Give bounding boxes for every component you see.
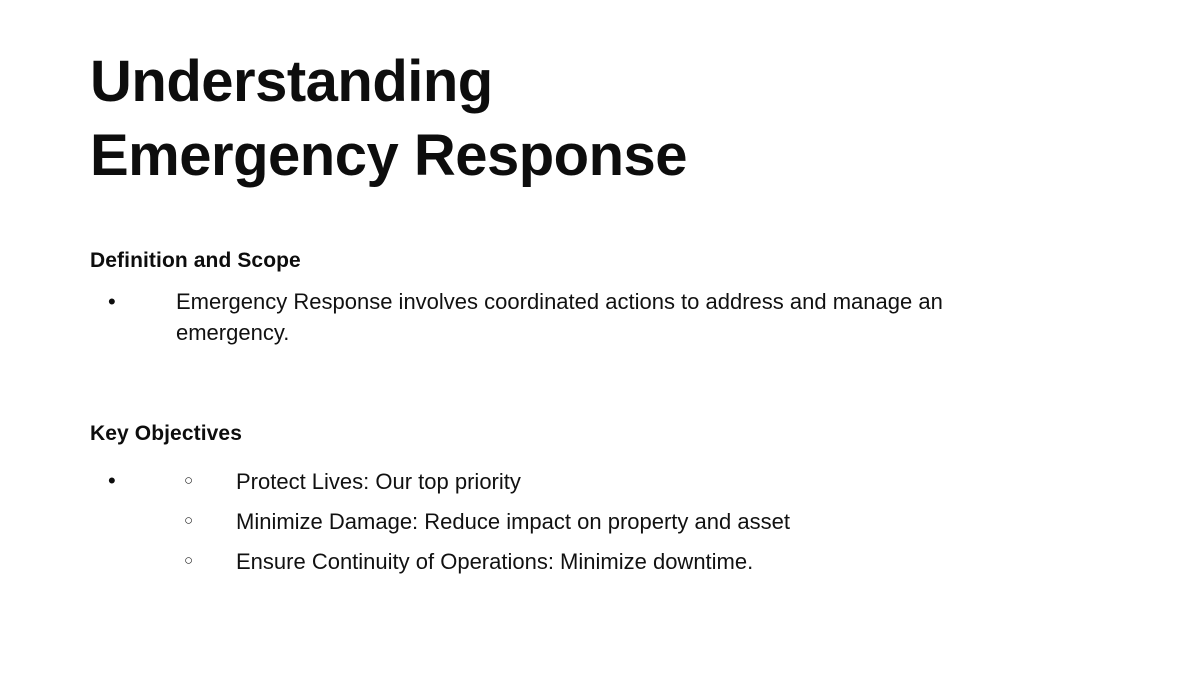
bullet-disc-icon: • [108, 289, 116, 315]
list-item [176, 466, 1110, 498]
definition-bullet-list [90, 287, 1110, 348]
bullet-circle-icon: ○ [184, 551, 194, 569]
list-item [90, 287, 1110, 348]
section-definition-and-scope [90, 249, 1110, 348]
section-heading-definition: Definition and Scope [90, 249, 301, 273]
page-title-line-1: Understanding [90, 49, 493, 114]
bullet-circle-icon: ○ [184, 512, 194, 530]
section-key-objectives [90, 422, 1110, 578]
bullet-disc-icon: • [108, 468, 116, 494]
objective-text: Minimize Damage: Reduce impact on property and asset [236, 509, 790, 535]
section-heading-objectives: Key Objectives [90, 422, 242, 446]
bullet-circle-icon: ○ [184, 472, 194, 490]
objective-text: Protect Lives: Our top priority [236, 469, 521, 495]
objectives-sub-list [176, 466, 1110, 578]
objectives-bullet-group [90, 466, 1110, 578]
list-item [176, 546, 1110, 578]
page-title-line-2: Emergency Response [90, 123, 688, 189]
objective-text: Ensure Continuity of Operations: Minimize downtime. [236, 548, 754, 574]
definition-bullet-text: Emergency Response involves coordinated actions to address and manage an emergency. [176, 289, 943, 345]
page-title [90, 45, 850, 193]
list-item [176, 506, 1110, 538]
